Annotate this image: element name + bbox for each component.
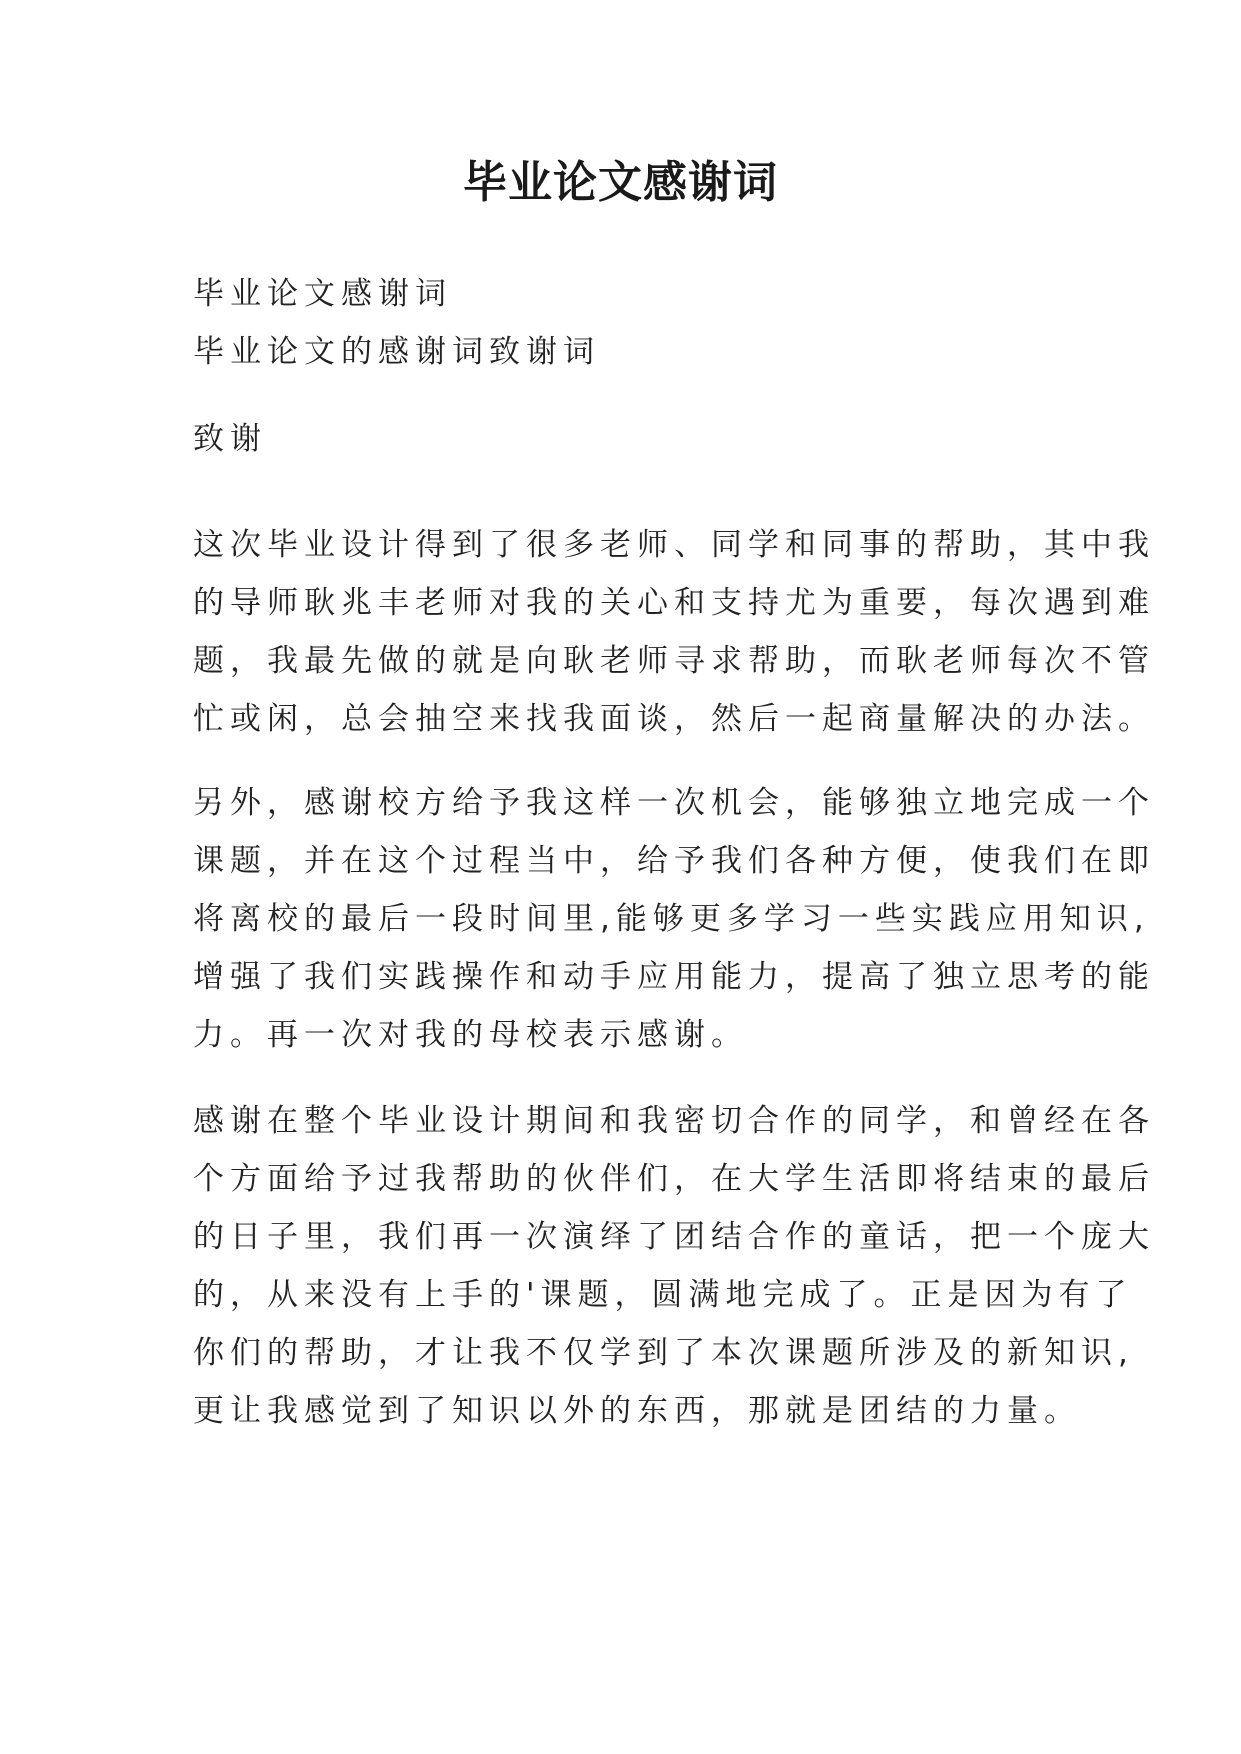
paragraph-line: 这次毕业设计得到了很多老师、同学和同事的帮助，其中我 bbox=[193, 527, 1155, 563]
paragraph-line: 题，我最先做的就是向耿老师寻求帮助，而耿老师每次不管 bbox=[193, 643, 1155, 679]
paragraph-line: 个方面给予过我帮助的伙伴们，在大学生活即将结束的最后 bbox=[193, 1161, 1155, 1197]
section-heading-text: 致谢 bbox=[193, 421, 267, 457]
paragraph-line: 将离校的最后一段时间里,能够更多学习一些实践应用知识, bbox=[193, 901, 1150, 937]
paragraph-line: 增强了我们实践操作和动手应用能力，提高了独立思考的能 bbox=[193, 959, 1155, 995]
paragraph-1 bbox=[193, 516, 1155, 748]
subtitle-line: 毕业论文感谢词 bbox=[193, 276, 452, 312]
paragraph-2 bbox=[193, 774, 1155, 1064]
section-heading bbox=[193, 410, 1063, 468]
paragraph-line: 的日子里，我们再一次演绎了团结合作的童话，把一个庞大 bbox=[193, 1219, 1155, 1255]
paragraph-line: 感谢在整个毕业设计期间和我密切合作的同学，和曾经在各 bbox=[193, 1103, 1155, 1139]
paragraph-line: 的导师耿兆丰老师对我的关心和支持尤为重要，每次遇到难 bbox=[193, 585, 1155, 621]
paragraph-line: 你们的帮助，才让我不仅学到了本次课题所涉及的新知识, bbox=[193, 1335, 1134, 1371]
paragraph-line: 力。再一次对我的母校表示感谢。 bbox=[193, 1017, 748, 1053]
paragraph-3 bbox=[193, 1092, 1155, 1440]
subtitle-block bbox=[193, 265, 1063, 381]
paragraph-line: 更让我感觉到了知识以外的东西，那就是团结的力量。 bbox=[193, 1393, 1081, 1429]
paragraph-line: 课题，并在这个过程当中，给予我们各种方便，使我们在即 bbox=[193, 843, 1155, 879]
subtitle-line: 毕业论文的感谢词致谢词 bbox=[193, 334, 600, 370]
paragraph-line: 忙或闲，总会抽空来找我面谈，然后一起商量解决的办法。 bbox=[193, 701, 1155, 737]
paragraph-line: 另外，感谢校方给予我这样一次机会，能够独立地完成一个 bbox=[193, 785, 1155, 821]
document-title: 毕业论文感谢词 bbox=[463, 157, 778, 208]
paragraph-line: 的，从来没有上手的'课题，圆满地完成了。正是因为有了 bbox=[193, 1277, 1133, 1313]
